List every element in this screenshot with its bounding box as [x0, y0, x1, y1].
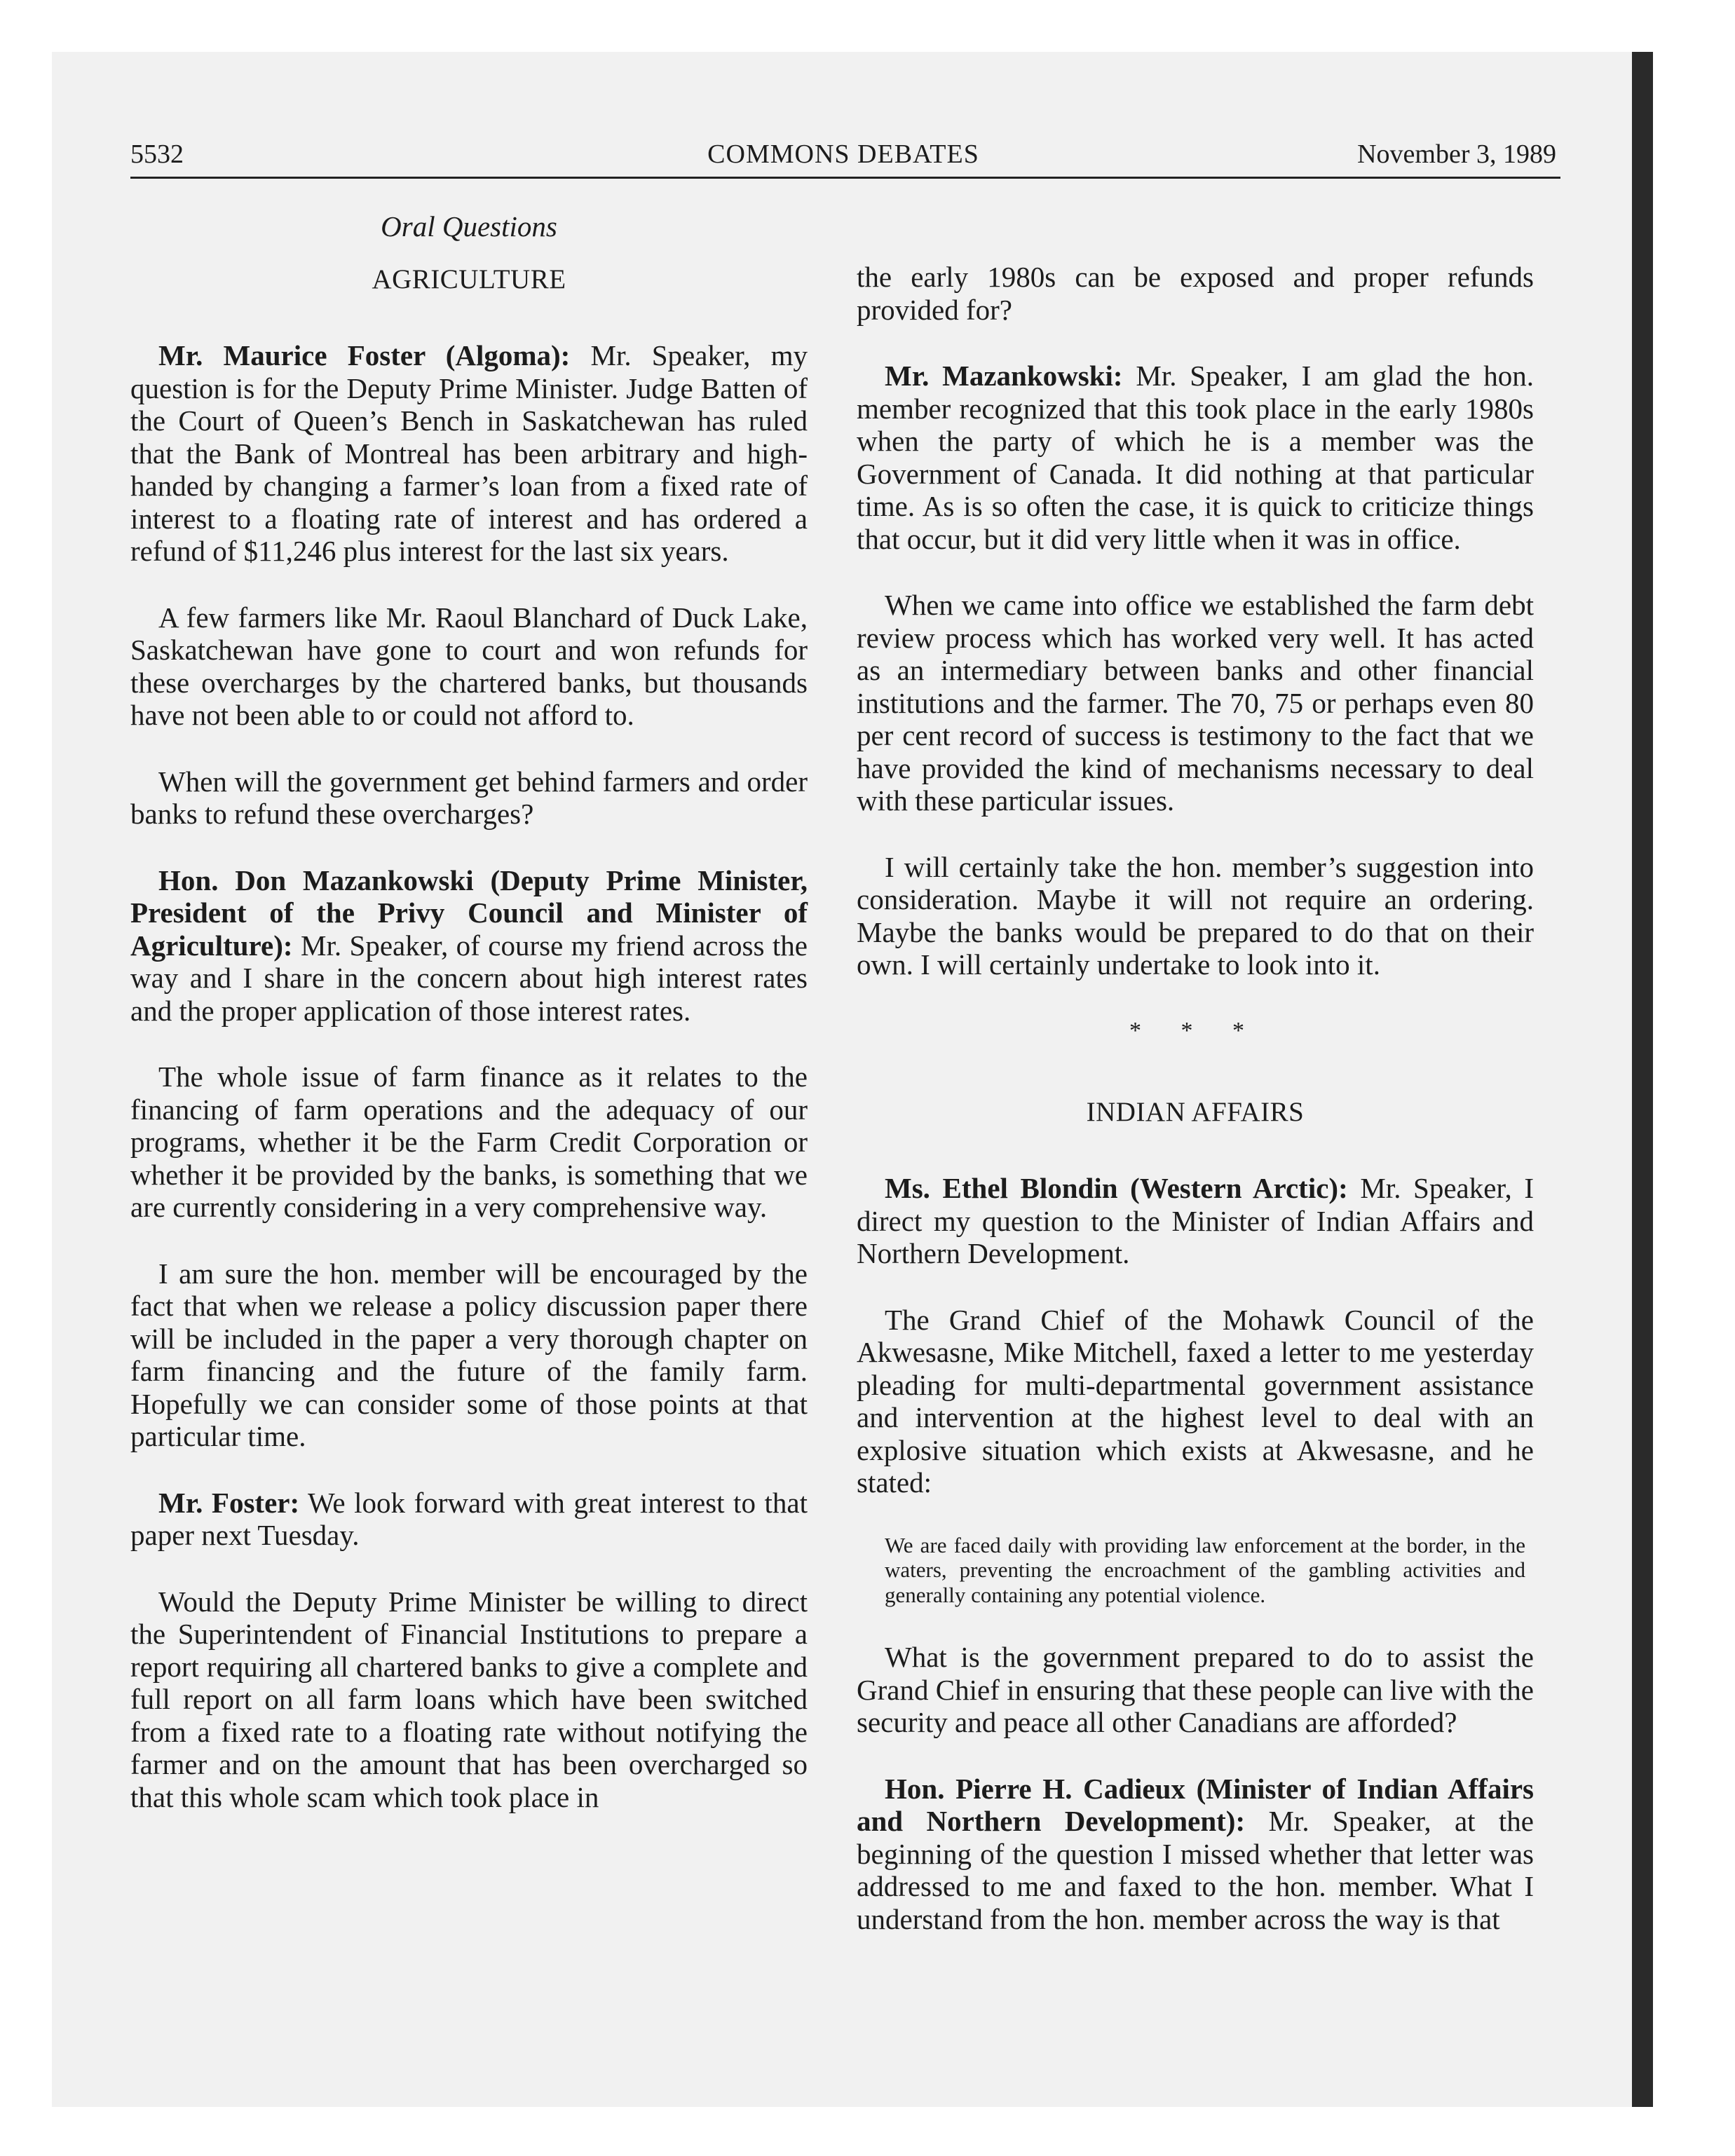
paragraph: [857, 1172, 1534, 1270]
paragraph: [130, 339, 808, 568]
section-heading-indian-affairs: INDIAN AFFAIRS: [1086, 1097, 1305, 1127]
paragraph: I am sure the hon. member will be encouraged by the fact that when we release a policy discussion paper there will be included in the paper a very thorough chapter on farm financing and the future of the family farm. Hopefully we can consider some of those points at that particular time.: [130, 1257, 808, 1452]
header-date: November 3, 1989: [1357, 139, 1556, 169]
quoted-letter: We are faced daily with providing law enforcement at the border, in the waters, preventing the encroachment of the gambling activities and generally containing any potential violence.: [885, 1532, 1525, 1607]
speaker-name: Mr. Maurice Foster (Algoma):: [158, 339, 571, 371]
section-kicker: Oral Questions: [381, 210, 557, 243]
speech-text: Mr. Speaker, my question is for the Deputy Prime Minister. Judge Batten of the Court of Queen’s Bench in Saskatchewan has ruled that the Bank of Montreal has been arbitrary and high-handed by changing a farmer’s loan from a fixed rate of interest to a floating rate of interest and has ordered a refund of $11,246 plus interest for the last six years.: [130, 339, 808, 567]
speech-text: Mr. Speaker, of course my friend across the way and I share in the concern about high interest rates and the proper application of those interest rates.: [130, 929, 808, 1027]
paragraph-continued: the early 1980s can be exposed and proper refunds provided for?: [857, 261, 1534, 326]
paragraph: [857, 360, 1534, 555]
publication-title: COMMONS DEBATES: [707, 139, 979, 169]
speech-text: Mr. Speaker, I am glad the hon. member recognized that this took place in the early 1980s when the party of which he is a member was the Government of Canada. It did nothing at that particular time. As is so often the case, it is quick to criticize things that occur, but it did very little when it was in office.: [857, 360, 1534, 555]
speaker-name: Mr. Mazankowski:: [885, 360, 1123, 392]
speaker-name: Mr. Foster:: [158, 1486, 300, 1519]
right-column: [857, 261, 1534, 1935]
paragraph: A few farmers like Mr. Raoul Blanchard of Duck Lake, Saskatchewan have gone to court and won refunds for these overcharges by the chartered banks, but thousands have not been able to or could not afford to.: [130, 601, 808, 731]
speech-text: We look forward with great interest to that paper next Tuesday.: [130, 1486, 808, 1551]
paragraph: [857, 1773, 1534, 1936]
paragraph: The Grand Chief of the Mohawk Council of the Akwesasne, Mike Mitchell, faxed a letter to me yesterday pleading for multi-departmental government assistance and intervention at the highest level to deal with an explosive situation which exists at Akwesasne, and he stated:: [857, 1303, 1534, 1499]
section-separator: * * *: [1129, 1017, 1261, 1044]
speaker-name: Ms. Ethel Blondin (Western Arctic):: [885, 1172, 1348, 1204]
paragraph: [130, 864, 808, 1028]
page-number: 5532: [130, 139, 184, 169]
running-header: [130, 135, 1556, 174]
paragraph: [130, 1487, 808, 1552]
paragraph: What is the government prepared to do to assist the Grand Chief in ensuring that these people can live with the security and peace all other Canadians are afforded?: [857, 1641, 1534, 1738]
section-heading-agriculture: AGRICULTURE: [372, 264, 566, 294]
paragraph: Would the Deputy Prime Minister be willing to direct the Superintendent of Financial Institutions to prepare a report requiring all chartered banks to give a complete and full report on all farm loans which have been switched from a fixed rate to a floating rate without notifying the farmer and on the amount that has been overcharged so that this whole scam which took place in: [130, 1585, 808, 1813]
speech-text: Mr. Speaker, I direct my question to the Minister of Indian Affairs and Northern Development.: [857, 1172, 1534, 1269]
speech-text: Mr. Speaker, at the beginning of the question I missed whether that letter was addressed to me and faxed to the hon. member. What I understand from the hon. member across the way is that: [857, 1805, 1534, 1935]
paragraph: When we came into office we established the farm debt review process which has worked very well. It has acted as an intermediary between banks and other financial institutions and the farmer. The 70, 75 or perhaps even 80 per cent record of success is testimony to the fact that we have provided the kind of mechanisms necessary to deal with these particular issues.: [857, 589, 1534, 817]
speaker-name: Hon. Don Mazankowski (Deputy Prime Minister, President of the Privy Council and Minister of Agriculture):: [130, 864, 808, 962]
paragraph: The whole issue of farm finance as it relates to the financing of farm operations and the adequacy of our programs, whether it be the Farm Credit Corporation or whether it be provided by the banks, is something that we are currently considering in a very comprehensive way.: [130, 1060, 808, 1223]
paragraph: When will the government get behind farmers and order banks to refund these overcharges?: [130, 765, 808, 830]
speaker-name: Hon. Pierre H. Cadieux (Minister of Indian Affairs and Northern Development):: [857, 1772, 1534, 1837]
paragraph: I will certainly take the hon. member’s suggestion into consideration. Maybe it will not require an ordering. Maybe the banks would be prepared to do that on their own. I will certainly undertake to look into it.: [857, 850, 1534, 981]
left-column: [130, 210, 808, 1813]
scan-edge-bar: [1632, 52, 1653, 2107]
header-rule: [130, 177, 1560, 179]
